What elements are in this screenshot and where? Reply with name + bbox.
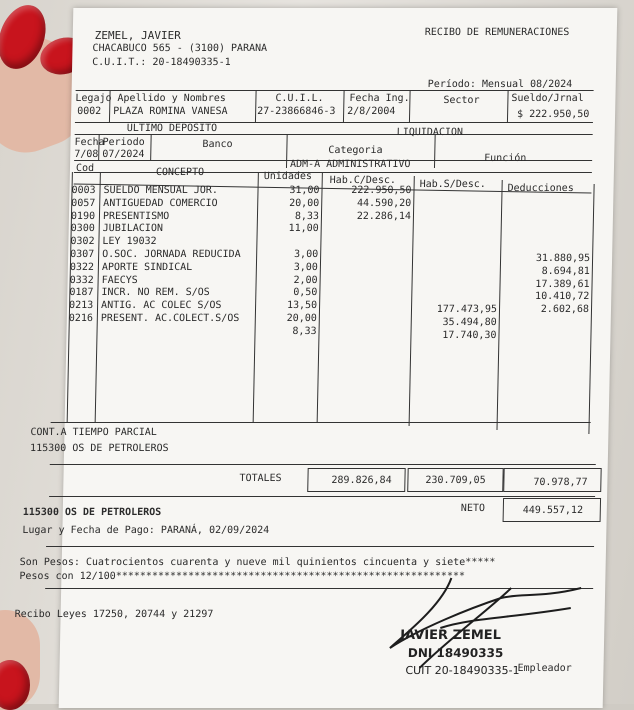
col-deducciones: Deducciones — [507, 183, 574, 194]
row-hab-s: 17.740,30 — [442, 329, 497, 341]
deposit-periodo-label: Periodo — [102, 137, 145, 148]
employer-name: ZEMEL, JAVIER — [94, 29, 181, 42]
row-unidades: 20,00 — [286, 313, 317, 324]
total-hab-c: 289.826,84 — [331, 475, 392, 486]
row-cod: 0213 — [68, 300, 94, 312]
row-unidades: 0,50 — [293, 287, 318, 299]
row-deducciones: 17.389,61 — [535, 278, 590, 290]
row-hab-c: 222.950,50 — [351, 185, 412, 196]
os-label: 115300 OS DE PETROLEROS — [22, 507, 162, 518]
employee-name: PLAZA ROMINA VANESA — [113, 106, 228, 117]
cuil-label: C.U.I.L. — [275, 93, 324, 104]
lugar-fecha-pago: Lugar y Fecha de Pago: PARANÁ, 02/09/2024 — [22, 525, 270, 536]
period: Período: Mensual 08/2024 — [427, 79, 573, 90]
row-concepto: FAECYS — [101, 274, 138, 286]
row-unidades: 8,33 — [292, 325, 317, 337]
col-unidades: Unidades — [263, 171, 313, 182]
sueldo-label: Sueldo/Jrnal — [511, 93, 584, 104]
row-concepto: LEY 19032 — [102, 236, 157, 248]
row-concepto: ANTIG. AC COLEC S/OS — [100, 300, 222, 312]
row-deducciones: 10.410,72 — [534, 291, 590, 303]
deposit-fecha: 7/08 — [74, 149, 99, 160]
col-hab-c: Hab.C/Desc. — [329, 175, 397, 186]
row-cod: 0302 — [70, 236, 95, 248]
row-deducciones: 31.880,95 — [535, 253, 591, 264]
empleador-label: Empleador — [517, 663, 572, 674]
receipt-title: RECIBO DE REMUNERACIONES — [424, 27, 570, 38]
neto-value: 449.557,12 — [522, 505, 584, 516]
row-unidades: 3,00 — [293, 261, 319, 273]
funcion-label: Función — [484, 153, 527, 164]
signature — [379, 568, 611, 678]
row-cod: 0216 — [68, 313, 94, 324]
row-unidades: 31,00 — [289, 185, 320, 196]
col-cod: Cod — [75, 163, 95, 174]
row-concepto: JUBILACION — [102, 223, 164, 235]
row-hab-s: 177.473,95 — [436, 304, 498, 316]
sueldo-value: $ 222.950,50 — [516, 109, 590, 120]
deposit-periodo: 07/2024 — [102, 149, 145, 160]
total-hab-s: 230.709,05 — [425, 475, 486, 486]
banco-label: Banco — [202, 139, 233, 150]
row-concepto: INCR. NO REM. S/OS — [101, 287, 210, 299]
total-deducciones: 70.978,77 — [533, 477, 588, 488]
deposit-fecha-label: Fecha — [74, 137, 105, 148]
deposit-title: ULTIMO DEPOSITO — [126, 123, 218, 134]
row-cod: 0332 — [69, 274, 94, 286]
sector-label: Sector — [443, 95, 480, 106]
row-hab-c: 44.590,20 — [356, 197, 412, 209]
row-hab-s: 35.494,80 — [442, 317, 497, 328]
row-concepto: PRESENTISMO — [102, 210, 170, 222]
categoria-value: ADM-A ADMINISTRATIVO — [289, 159, 411, 170]
fecha-ing: 2/8/2004 — [347, 106, 396, 117]
row-cod: 0307 — [70, 249, 95, 260]
categoria-label: Categoria — [328, 145, 383, 156]
totales-label: TOTALES — [239, 473, 282, 484]
col-hab-s: Hab.S/Desc. — [419, 179, 486, 190]
son-pesos-line1: Son Pesos: Cuatrocientos cuarenta y nueve mil quinientos cincuenta y siete***** — [19, 557, 496, 568]
row-concepto: PRESENT. AC.COLECT.S/OS — [100, 313, 240, 324]
employee-cuil: 27-23866846-3 — [257, 106, 336, 117]
note-line2: 115300 OS DE PETROLEROS — [29, 443, 169, 454]
recibo-leyes: Recibo Leyes 17250, 20744 y 21297 — [14, 609, 214, 620]
signer-cuit: CUIT 20-18490335-1 — [405, 664, 520, 677]
row-cod: 0057 — [71, 197, 96, 209]
row-deducciones: 2.602,68 — [540, 304, 590, 316]
employer-address: CHACABUCO 565 - (3100) PARANA — [92, 43, 268, 54]
son-pesos-line2: Pesos con 12/100********************************************************** — [19, 571, 466, 582]
row-concepto: ANTIGUEDAD COMERCIO — [103, 197, 218, 209]
fecha-ing-label: Fecha Ing. — [349, 93, 410, 104]
row-unidades: 8,33 — [294, 210, 320, 222]
row-unidades: 11,00 — [288, 223, 319, 235]
row-unidades: 13,50 — [286, 300, 318, 312]
row-concepto: O.SOC. JORNADA REDUCIDA — [102, 249, 241, 260]
row-concepto: APORTE SINDICAL — [101, 261, 193, 273]
row-unidades: 20,00 — [289, 197, 320, 209]
employer-cuit: C.U.I.T.: 20-18490335-1 — [92, 57, 231, 68]
neto-label: NETO — [460, 503, 486, 514]
legajo-label: Legajo — [75, 93, 112, 104]
pay-receipt — [14, 8, 618, 708]
row-cod: 0003 — [71, 185, 96, 196]
signer-dni: DNI 18490335 — [407, 646, 504, 660]
row-cod: 0300 — [70, 223, 95, 235]
name-label: Apellido y Nombres — [117, 93, 226, 104]
row-cod: 0190 — [70, 210, 96, 222]
signer-name: JAVIER ZEMEL — [400, 628, 502, 643]
row-cod: 0322 — [69, 261, 95, 273]
row-unidades: 3,00 — [293, 249, 319, 260]
note-line1: CONT.A TIEMPO PARCIAL — [30, 427, 157, 438]
liquidacion-label: LIQUIDACION — [396, 127, 464, 138]
col-concepto: CONCEPTO — [155, 167, 205, 178]
row-hab-c: 22.286,14 — [356, 210, 412, 222]
row-deducciones: 8.694,81 — [541, 265, 590, 277]
row-concepto: SUELDO MENSUAL JOR. — [103, 185, 219, 196]
row-cod: 0187 — [69, 287, 94, 299]
row-unidades: 2,00 — [293, 274, 318, 286]
legajo: 0002 — [77, 106, 102, 117]
